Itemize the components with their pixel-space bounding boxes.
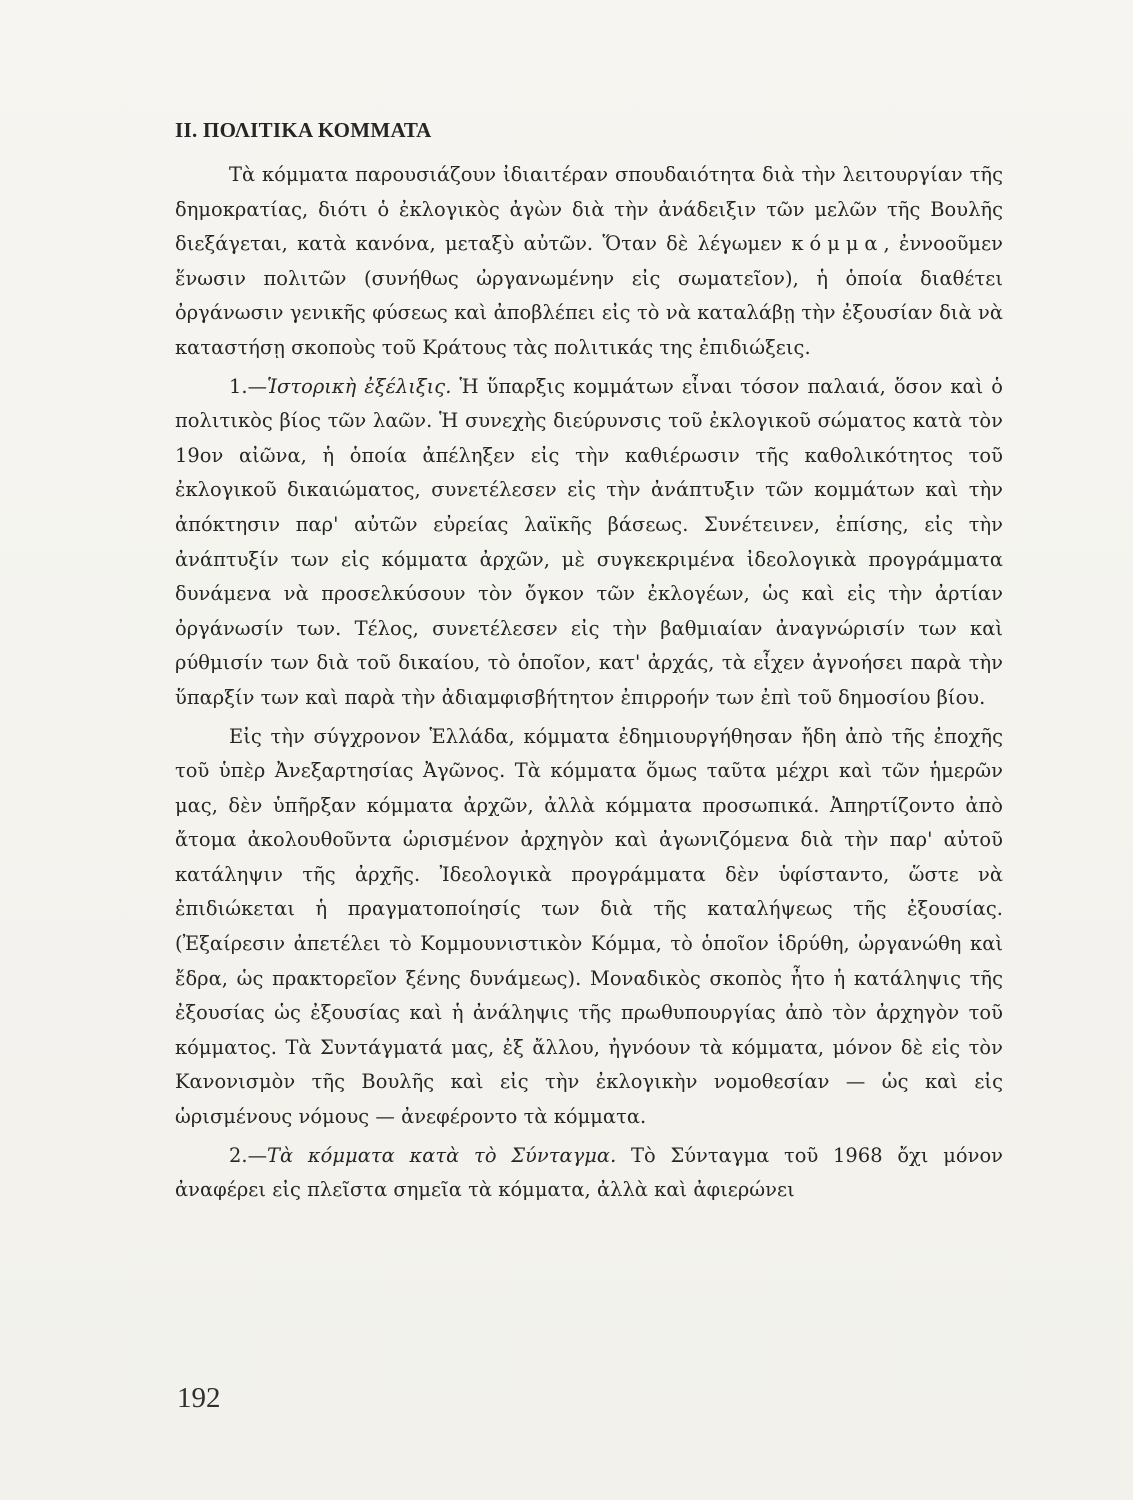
paragraph-1-part-b: , ἐννοοῦμεν ἕνωσιν πολιτῶν (συνήθως ὠργανωμένην εἰς σωματεῖον), ἡ ὁποία διαθέτει ὀργάνωσιν γενικῆς φύσεως καὶ ἀποβλέπει εἰς τὸ νὰ καταλάβῃ τὴν ἐξουσίαν διὰ νὰ καταστήσῃ σκοποὺς τοῦ Κράτους τὰς πολιτικάς της ἐπιδιώξεις.	[175, 232, 1003, 359]
section-heading: II. ΠΟΛΙΤΙΚΑ ΚΟΜΜΑΤΑ	[175, 118, 432, 142]
paragraph-4	[175, 1139, 1003, 1208]
page-text	[175, 112, 1003, 1208]
subsection-2-number: 2.—	[229, 1143, 268, 1167]
subsection-1-title: Ἱστορικὴ ἐξέλιξις.	[267, 374, 452, 398]
paragraph-1-part-a: Τὰ κόμματα παρουσιάζουν ἰδιαιτέραν σπουδαιότητα διὰ τὴν λειτουργίαν τῆς δημοκρατίας, διότι ὁ ἐκλογικὸς ἀγὼν διὰ τὴν ἀνάδειξιν τῶν μελῶν τῆς Βουλῆς διεξάγεται, κατὰ κανόνα, μεταξὺ αὐτῶν. Ὅταν δὲ λέγωμεν	[175, 163, 1003, 256]
spaced-term: κόμμα	[791, 232, 884, 256]
page-number: 192	[177, 1382, 221, 1414]
subsection-1-number: 1.—	[229, 374, 268, 398]
paragraph-2-text: Ἡ ὕπαρξις κομμάτων εἶναι τόσον παλαιά, ὅσον καὶ ὁ πολιτικὸς βίος τῶν λαῶν. Ἡ συνεχὴς διεύρυνσις τοῦ ἐκλογικοῦ σώματος κατὰ τὸν 19ον αἰῶνα, ἡ ὁποία ἀπέληξεν εἰς τὴν καθιέρωσιν τῆς καθολικότητος τοῦ ἐκλογικοῦ δικαιώματος, συνετέλεσεν εἰς τὴν ἀνάπτυξιν τῶν κομμάτων καὶ τὴν ἀπόκτησιν παρ' αὐτῶν εὐρείας λαϊκῆς βάσεως. Συνέτεινεν, ἐπίσης, εἰς τὴν ἀνάπτυξίν των εἰς κόμματα ἀρχῶν, μὲ συγκεκριμένα ἰδεολογικὰ προγράμματα δυνάμενα νὰ προσελκύσουν τὸν ὄγκον τῶν ἐκλογέων, ὡς καὶ εἰς τὴν ἀρτίαν ὀργάνωσίν των. Τέλος, συνετέλεσεν εἰς τὴν βαθμιαίαν ἀναγνώρισίν των καὶ ρύθμισίν των διὰ τοῦ δικαίου, τὸ ὁποῖον, κατ' ἀρχάς, τὰ εἶχεν ἀγνοήσει παρὰ τὴν ὕπαρξίν των καὶ παρὰ τὴν ἀδιαμφισβήτητον ἐπιρροήν των ἐπὶ τοῦ δημοσίου βίου.	[175, 374, 1003, 709]
paragraph-3: Εἰς τὴν σύγχρονον Ἑλλάδα, κόμματα ἐδημιουργήθησαν ἤδη ἀπὸ τῆς ἐποχῆς τοῦ ὑπὲρ Ἀνεξαρτησίας Ἀγῶνος. Τὰ κόμματα ὅμως ταῦτα μέχρι καὶ τῶν ἡμερῶν μας, δὲν ὑπῆρξαν κόμματα ἀρχῶν, ἀλλὰ κόμματα προσωπικά. Ἀπηρτίζοντο ἀπὸ ἄτομα ἀκολουθοῦντα ὡρισμένον ἀρχηγὸν καὶ ἀγωνιζόμενα διὰ τὴν παρ' αὐτοῦ κατάληψιν τῆς ἀρχῆς. Ἰδεολογικὰ προγράμματα δὲν ὑφίσταντο, ὥστε νὰ ἐπιδιώκεται ἡ πραγματοποίησίς των διὰ τῆς καταλήψεως τῆς ἐξουσίας. (Ἐξαίρεσιν ἀπετέλει τὸ Κομμουνιστικὸν Κόμμα, τὸ ὁποῖον ἱδρύθη, ὠργανώθη καὶ ἔδρα, ὡς πρακτορεῖον ξένης δυνάμεως). Μοναδικὸς σκοπὸς ἦτο ἡ κατάληψις τῆς ἐξουσίας ὡς ἐξουσίας καὶ ἡ ἀνάληψις τῆς πρωθυπουργίας ἀπὸ τὸν ἀρχηγὸν τοῦ κόμματος. Τὰ Συντάγματά μας, ἐξ ἄλλου, ἠγνόουν τὰ κόμματα, μόνον δὲ εἰς τὸν Κανονισμὸν τῆς Βουλῆς καὶ εἰς τὴν ἐκλογικὴν νομοθεσίαν — ὡς καὶ εἰς ὡρισμένους νόμους — ἀνεφέροντο τὰ κόμματα.	[175, 724, 1003, 1129]
paragraph-4-text: Τὸ Σύνταγμα τοῦ 1968 ὄχι μόνον ἀναφέρει εἰς πλεῖστα σημεῖα τὰ κόμματα, ἀλλὰ καὶ ἀφιερώνει	[175, 1143, 1004, 1202]
paragraph-2	[175, 370, 1003, 716]
subsection-2-title: Τὰ κόμματα κατὰ τὸ Σύνταγμα.	[267, 1143, 617, 1167]
paragraph-1	[175, 158, 1003, 366]
